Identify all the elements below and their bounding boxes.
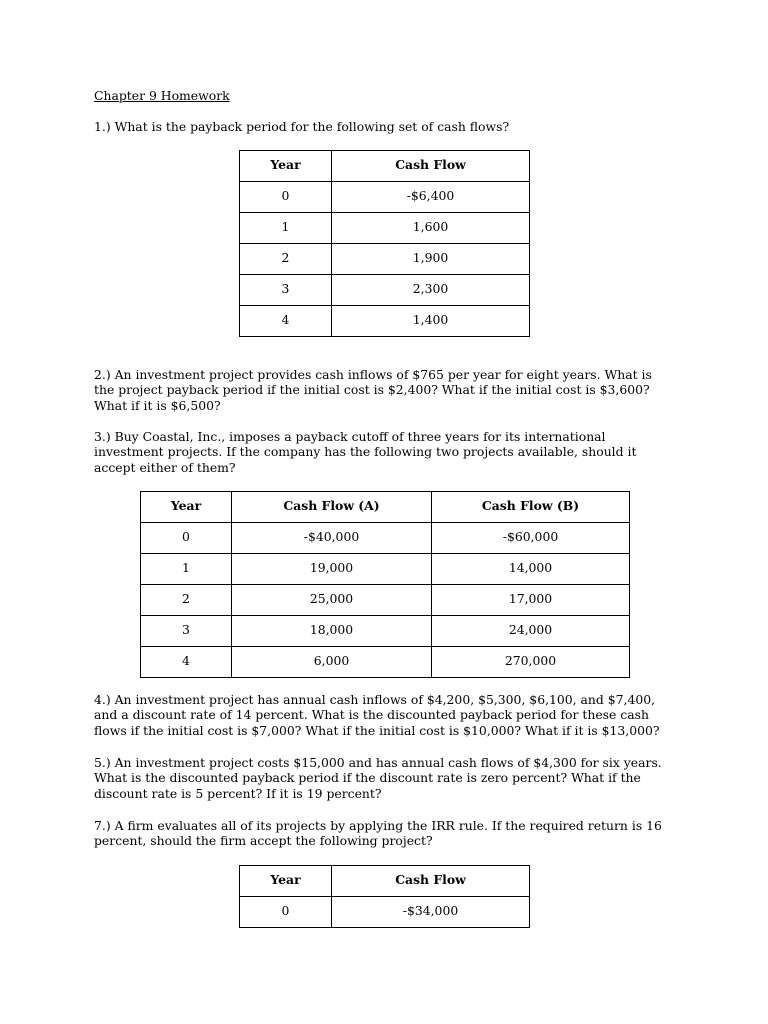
cell-year: 2	[240, 244, 332, 275]
page-title: Chapter 9 Homework	[94, 88, 230, 103]
table-row	[141, 616, 630, 647]
cell-cash-flow-b: 270,000	[432, 647, 630, 678]
table-row	[141, 554, 630, 585]
cell-year: 3	[141, 616, 232, 647]
table-row	[240, 275, 530, 306]
cell-cash-flow: -$34,000	[332, 897, 530, 928]
cell-cash-flow-b: 14,000	[432, 554, 630, 585]
header-cash-flow-a: Cash Flow (A)	[232, 492, 432, 523]
cell-year: 0	[240, 897, 332, 928]
header-year: Year	[240, 866, 332, 897]
cell-cash-flow: 1,900	[332, 244, 530, 275]
question-2: 2.) An investment project provides cash inflows of $765 per year for eight years. What is the project payback period if the initial cost is $2,400? What if the initial cost is $3,600? What if it is $6,500?	[94, 367, 652, 413]
cell-cash-flow: 1,600	[332, 213, 530, 244]
header-cash-flow-b: Cash Flow (B)	[432, 492, 630, 523]
cell-cash-flow-b: 17,000	[432, 585, 630, 616]
cell-year: 2	[141, 585, 232, 616]
table-row	[240, 244, 530, 275]
cell-year: 1	[141, 554, 232, 585]
table-row	[240, 182, 530, 213]
cell-cash-flow: 1,400	[332, 306, 530, 337]
table-row	[240, 306, 530, 337]
table-row	[141, 647, 630, 678]
cell-year: 1	[240, 213, 332, 244]
table-header-row	[240, 151, 530, 182]
cell-cash-flow: 2,300	[332, 275, 530, 306]
cell-cash-flow-a: 25,000	[232, 585, 432, 616]
cell-year: 0	[240, 182, 332, 213]
table-row	[240, 897, 530, 928]
header-year: Year	[141, 492, 232, 523]
header-cash-flow: Cash Flow	[332, 151, 530, 182]
cell-cash-flow-a: 18,000	[232, 616, 432, 647]
question-3: 3.) Buy Coastal, Inc., imposes a payback cutoff of three years for its international investment projects. If the company has the following two projects available, should it accept either of them?	[94, 429, 637, 475]
table-header-row	[141, 492, 630, 523]
question-7: 7.) A firm evaluates all of its projects by applying the IRR rule. If the required return is 16 percent, should the firm accept the following project?	[94, 818, 662, 849]
cash-flow-table-1	[239, 150, 530, 337]
question-1: 1.) What is the payback period for the following set of cash flows?	[94, 119, 510, 134]
header-year: Year	[240, 151, 332, 182]
question-5: 5.) An investment project costs $15,000 and has annual cash flows of $4,300 for six years. What is the discounted payback period if the discount rate is zero percent? What if the discount rate is 5 percent? If it is 19 percent?	[94, 755, 662, 801]
cell-cash-flow-b: -$60,000	[432, 523, 630, 554]
cell-cash-flow-a: -$40,000	[232, 523, 432, 554]
table-header-row	[240, 866, 530, 897]
header-cash-flow: Cash Flow	[332, 866, 530, 897]
table-row	[141, 585, 630, 616]
cell-year: 0	[141, 523, 232, 554]
cell-cash-flow-a: 6,000	[232, 647, 432, 678]
cell-cash-flow-a: 19,000	[232, 554, 432, 585]
cell-year: 4	[240, 306, 332, 337]
question-4: 4.) An investment project has annual cash inflows of $4,200, $5,300, $6,100, and $7,400, and a discount rate of 14 percent. What is the discounted payback period for these cash flows if the initial cost is $7,000? What if the initial cost is $10,000? What if it is $13,000?	[94, 692, 660, 738]
table-row	[240, 213, 530, 244]
cell-year: 4	[141, 647, 232, 678]
cell-cash-flow-b: 24,000	[432, 616, 630, 647]
cash-flow-table-2	[140, 491, 630, 678]
cell-cash-flow: -$6,400	[332, 182, 530, 213]
cell-year: 3	[240, 275, 332, 306]
cash-flow-table-3	[239, 865, 530, 928]
table-row	[141, 523, 630, 554]
